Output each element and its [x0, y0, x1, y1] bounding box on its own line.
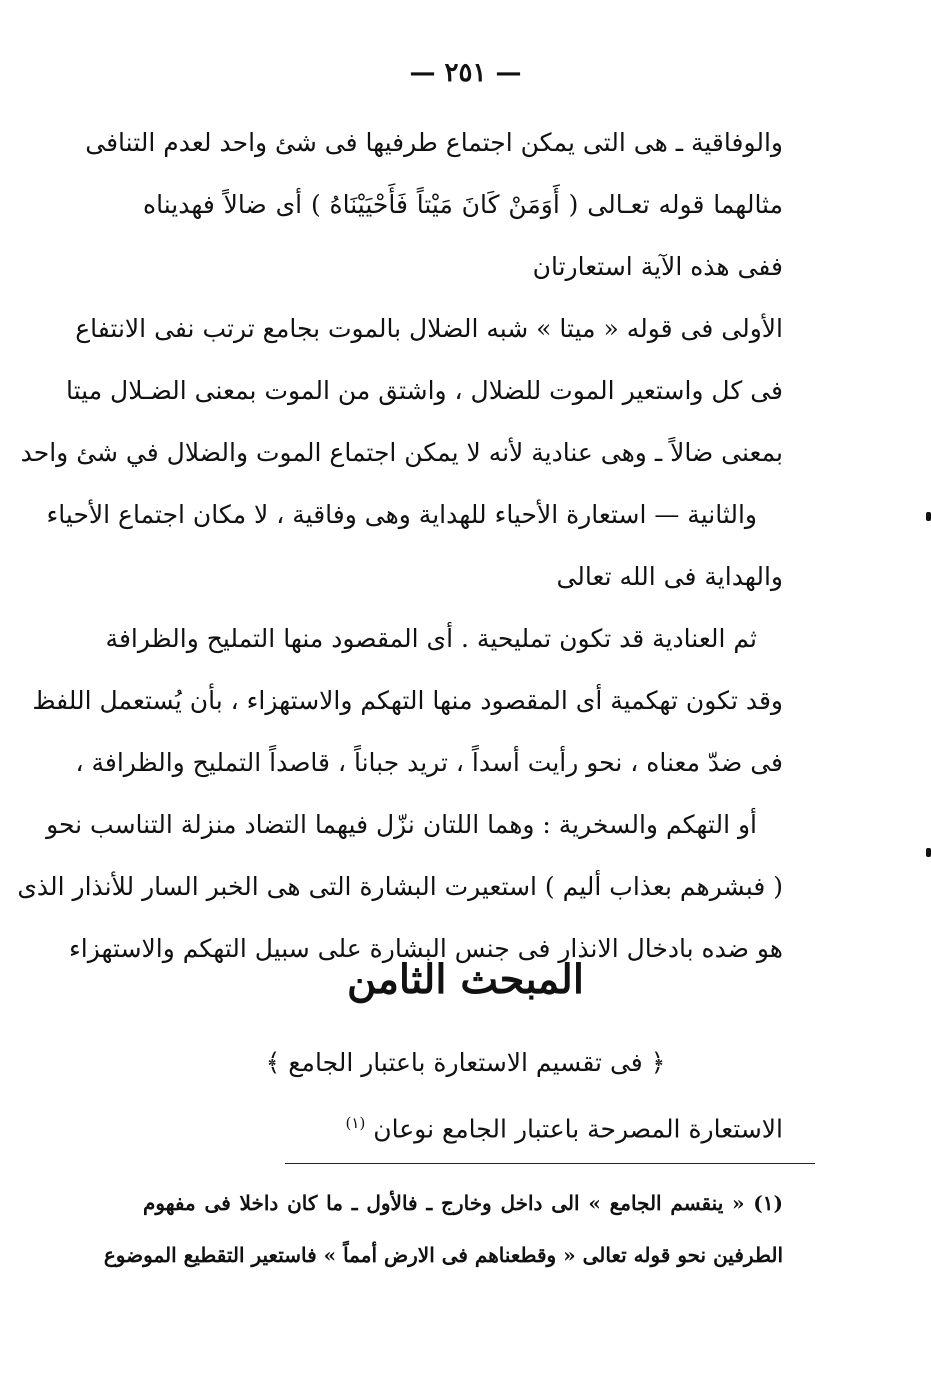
- section-intro-text: الاستعارة المصرحة باعتبار الجامع نوعان: [373, 1114, 783, 1144]
- footnote-line-2: الطرفين نحو قوله تعالى « وقطعناهم فى الارض أمماً » فاستعير التقطيع الموضوع: [103, 1243, 783, 1267]
- body-line-13: ( فبشرهم بعذاب أليم ) استعيرت البشارة التى هى الخبر السار للأنذار الذى: [17, 872, 783, 901]
- footnote-reference[interactable]: (١): [345, 1114, 366, 1132]
- body-line-1: والوفاقية ـ هى التى يمكن اجتماع طرفيها فى شئ واحد لعدم التنافى: [85, 128, 783, 157]
- body-line-3: ففى هذه الآية استعارتان: [532, 252, 783, 281]
- body-text: [17, 118, 783, 986]
- section-subheading: ﴿ فى تقسيم الاستعارة باعتبار الجامع ﴾: [265, 1048, 666, 1077]
- body-line-4: الأولى فى قوله « ميتا » شبه الضلال بالموت بجامع ترتب نفى الانتفاع: [75, 314, 783, 343]
- margin-mark: [926, 848, 931, 857]
- footnote-line-1: (١) « ينقسم الجامع » الى داخل وخارج ـ فالأول ـ ما كان داخلا فى مفهوم: [143, 1191, 783, 1215]
- body-line-11: فى ضدّ معناه ، نحو رأيت أسداً ، تريد جباناً ، قاصداً التمليح والظرافة ،: [75, 748, 783, 777]
- footnote-divider: [285, 1163, 815, 1164]
- body-line-9: ثم العنادية قد تكون تمليحية . أى المقصود منها التمليح والظرافة: [105, 624, 757, 653]
- margin-mark: [926, 512, 931, 521]
- page-number: — ٢٥١ —: [409, 58, 522, 88]
- body-line-8: والهداية فى الله تعالى: [556, 562, 783, 591]
- body-line-10: وقد تكون تهكمية أى المقصود منها التهكم والاستهزاء ، بأن يُستعمل اللفظ: [32, 686, 783, 715]
- section-intro: [183, 1100, 783, 1152]
- body-line-2: مثالهما قوله تعـالى ( أَوَمَنْ كَانَ مَيْتاً فَأَحْيَيْنَاهُ ) أى ضالاً فهديناه: [143, 190, 783, 219]
- body-line-7: والثانية — استعارة الأحياء للهداية وهى وفاقية ، لا مكان اجتماع الأحياء: [46, 500, 757, 529]
- body-line-14: هو ضده بادخال الانذار فى جنس البشارة على سبيل التهكم والاستهزاء: [69, 934, 783, 963]
- body-line-6: بمعنى ضالاً ـ وهى عنادية لأنه لا يمكن اجتماع الموت والضلال في شئ واحد: [20, 438, 783, 467]
- section-heading: المبحث الثامن: [347, 956, 584, 1003]
- body-line-5: فى كل واستعير الموت للضلال ، واشتق من الموت بمعنى الضـلال ميتا: [66, 376, 783, 405]
- body-line-12: أو التهكم والسخرية : وهما اللتان نزّل فيهما التضاد منزلة التناسب نحو: [46, 810, 757, 839]
- footnotes: [103, 1180, 783, 1284]
